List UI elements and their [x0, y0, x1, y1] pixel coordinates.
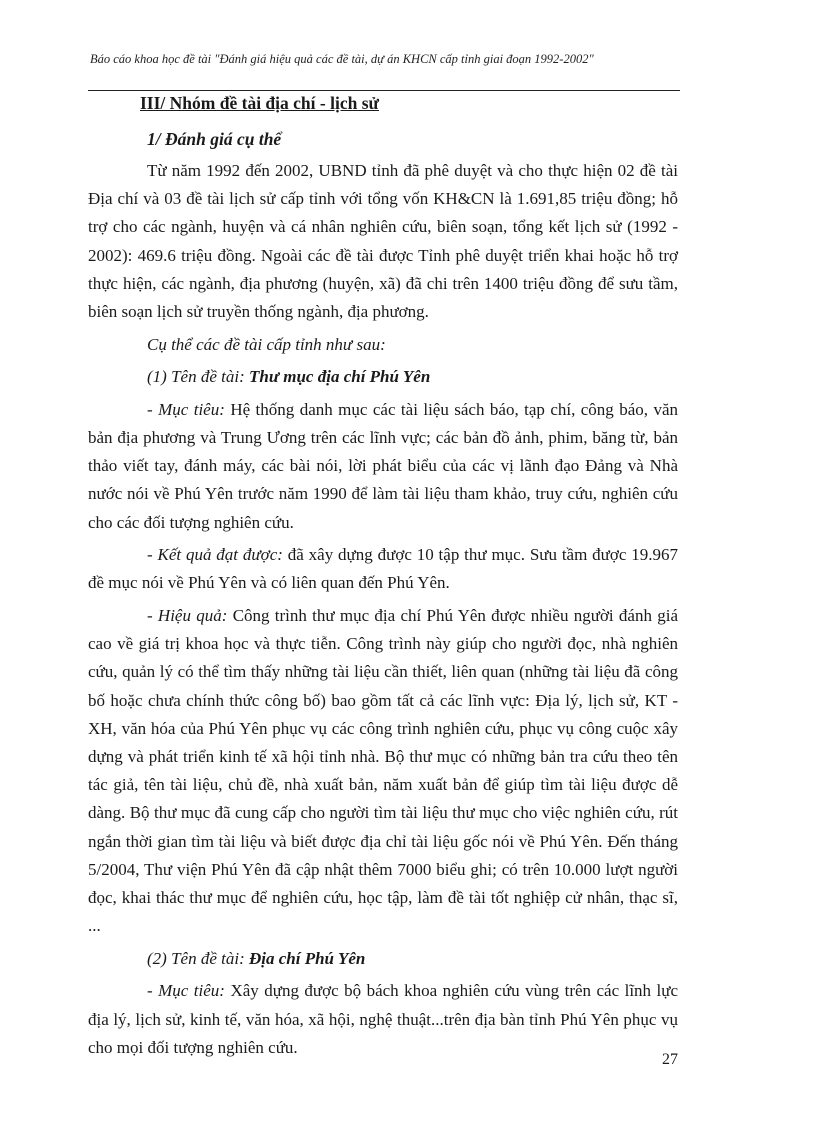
- intro-paragraph: Từ năm 1992 đến 2002, UBND tỉnh đã phê duyệt và cho thực hiện 02 đề tài Địa chí và 03 đề tài lịch sử cấp tỉnh với tổng vốn KH&CN là 1.691,85 triệu đồng; hỗ trợ cho các ngành, huyện và cá nhân nghiên cứu, biên soạn, tổng kết lịch sử (1992 - 2002): 469.6 triệu đồng. Ngoài các đề tài được Tỉnh phê duyệt triển khai hoặc hỗ trợ thực hiện, các ngành, địa phương (huyện, xã) đã chi trên 1400 triệu đồng để sưu tầm, biên soạn lịch sử truyền thống ngành, địa phương.: [88, 161, 678, 322]
- list-intro: Cụ thể các đề tài cấp tỉnh như sau:: [147, 334, 386, 354]
- topic2-objective: [88, 977, 678, 1062]
- topic1-objective-text: Hệ thống danh mục các tài liệu sách báo, tạp chí, công báo, văn bản địa phương và Trung Ương trên các lĩnh vực; các bản đồ ảnh, phim, băng từ, bản thảo viết tay, đánh máy, các bài nói, lời phát biểu của các vị lãnh đạo Đảng và Nhà nước nói về Phú Yên trước năm 1990 để làm tài liệu tham khảo, truy cứu, nghiên cứu cho các đối tượng nghiên cứu.: [88, 399, 679, 532]
- topic2-objective-text: Xây dựng được bộ bách khoa nghiên cứu vùng trên các lĩnh lực địa lý, lịch sử, kinh tế, văn hóa, xã hội, nghệ thuật...trên địa bàn tỉnh Phú Yên phục vụ cho mọi đối tượng nghiên cứu.: [88, 981, 678, 1057]
- subsection-title: 1/ Đánh giá cụ thể: [147, 129, 282, 149]
- topic1-heading: [88, 363, 678, 391]
- topic2-objective-label: - Mục tiêu:: [147, 981, 225, 1001]
- topic1-effect: [88, 602, 678, 940]
- topic1-objective: [88, 396, 678, 537]
- topic1-effect-text: Công trình thư mục địa chí Phú Yên được nhiều người đánh giá cao về giá trị khoa học và thực tiễn. Công trình này giúp cho người đọc, nhà nghiên cứu, quản lý có thể tìm thấy những tài liệu cần thiết, liên quan (những tài liệu đã công bố hoặc chưa chính thức công bố) bao gồm tất cả các lĩnh vực: Địa lý, lịch sử, KT - XH, văn hóa của Phú Yên phục vụ các công trình nghiên cứu, phục vụ công cuộc xây dựng và phát triển kinh tế xã hội tỉnh nhà. Bộ thư mục có những bản tra cứu theo tên tác giả, tên tài liệu, chủ đề, nhà xuất bản, năm xuất bản để giúp tìm tài liệu được dễ dàng. Bộ thư mục đã cung cấp cho người tìm tài liệu thư mục cho việc nghiên cứu, rút ngắn thời gian tìm tài liệu và biết được địa chỉ tài liệu gốc nói về Phú Yên. Đến tháng 5/2004, Thư viện Phú Yên đã cập nhật thêm 7000 biểu ghi; có trên 10.000 lượt người đọc, khai thác thư mục để nghiên cứu, học tập, làm đề tài tốt nghiệp cử nhân, thạc sĩ, ...: [88, 606, 679, 936]
- page-number: 27: [662, 1051, 678, 1068]
- topic1-name: Thư mục địa chí Phú Yên: [248, 367, 431, 387]
- topic1-effect-label: - Hiệu quả:: [147, 606, 228, 625]
- topic1-result: [88, 541, 678, 597]
- topic1-objective-label: - Mục tiêu:: [147, 399, 225, 419]
- topic2-heading: [88, 945, 678, 973]
- running-header: Báo cáo khoa học đề tài "Đánh giá hiệu quả các đề tài, dự án KHCN cấp tỉnh giai đoạn 1992-2002": [90, 52, 594, 66]
- topic1-result-label: - Kết quả đạt được:: [147, 545, 283, 565]
- topic1-result-text: đã xây dựng được 10 tập thư mục. Sưu tầm được 19.967 đề mục nói về Phú Yên và có liên quan đến Phú Yên.: [88, 545, 679, 593]
- topic1-label: (1) Tên đề tài:: [147, 367, 245, 387]
- header-divider: [88, 90, 680, 91]
- topic2-label: (2) Tên đề tài:: [147, 948, 245, 968]
- topic2-name: Địa chí Phú Yên: [248, 948, 366, 968]
- body-text: [88, 157, 678, 1066]
- section-title: III/ Nhóm đề tài địa chí - lịch sử: [140, 93, 380, 113]
